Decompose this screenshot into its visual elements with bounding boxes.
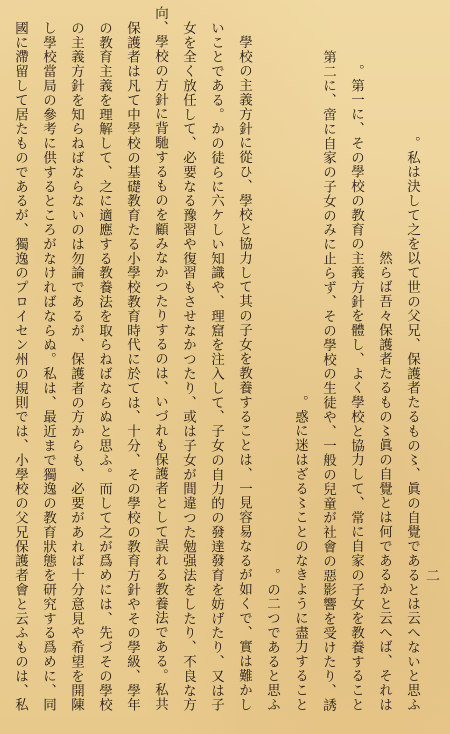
text-line-8: いことである。かの徒らに六ケしい知識や、理窟を注入して、子女の自力的の發達發育を妨げたり、又は子 [208, 20, 224, 712]
text-line-10: 向、學校の方針に背馳するものを顧みなかつたりするのは、いづれも保護者として誤れる教養法である。私共 [152, 6, 168, 712]
text-line-5: 惑に迷はざる〻ことのなきように盡力すること。 [292, 395, 308, 712]
text-line-9: 女を全く放任して、必要なる豫習や復習もさせなかつたり、或は子女が間違つた勉强法をしたり、不良な方 [180, 20, 196, 712]
text-line-3: 第一に、その學校の教育の主義方針を體し、よく學校と協力して、常に自家の子女を教養すること。 [348, 63, 364, 712]
text-line-2: 然らば吾々保護者たるもの〻眞の自覺とは何であるかと云へば、それは [376, 251, 392, 712]
text-line-4: 第二に、啻に自家の子女のみに止らず、その學校の生徒や、一般の兒童が社會の惡影響を受けたり、誘 [320, 49, 336, 712]
text-line-15: 國に滯留して居たものであるが、獨逸のプロイセン州の規則では、小學校の父兄保護者會と云ふものは、私 [12, 20, 28, 712]
text-line-13: の主義方針を知らねばならないのは勿論であるが、保護者の方からも、必要があれば十分意見や希望を開陳 [68, 20, 84, 712]
text-line-12: の教育主義を理解して、之に適應する教養法を取らねばならぬと思ふ。而して之が爲めには、先づその學校 [96, 20, 112, 712]
text-line-11: 保護者は凡て中學校の基礎教育たる小學校教育時代に於ては、十分、その學校の教育方針やその學級、學年 [124, 20, 140, 712]
body-text [10, 6, 420, 712]
page-number: 二 [424, 568, 440, 582]
text-line-14: し學校當局の參考に供するところがなければならぬ。私は、最近まで獨逸の教育狀態を研究する爲めに、同 [40, 20, 56, 712]
text-line-7: 學校の主義方針に從ひ、學校と協力して其の子女を教養することは、一見容易なるが如くで、實は難かし [236, 35, 252, 712]
text-line-6: の二つであると思ふ。 [264, 567, 280, 712]
text-line-1: 私は決して之を以て世の父兄、保護者たるもの〻、眞の自覺であるとは云へないと思ふ。 [404, 135, 420, 712]
